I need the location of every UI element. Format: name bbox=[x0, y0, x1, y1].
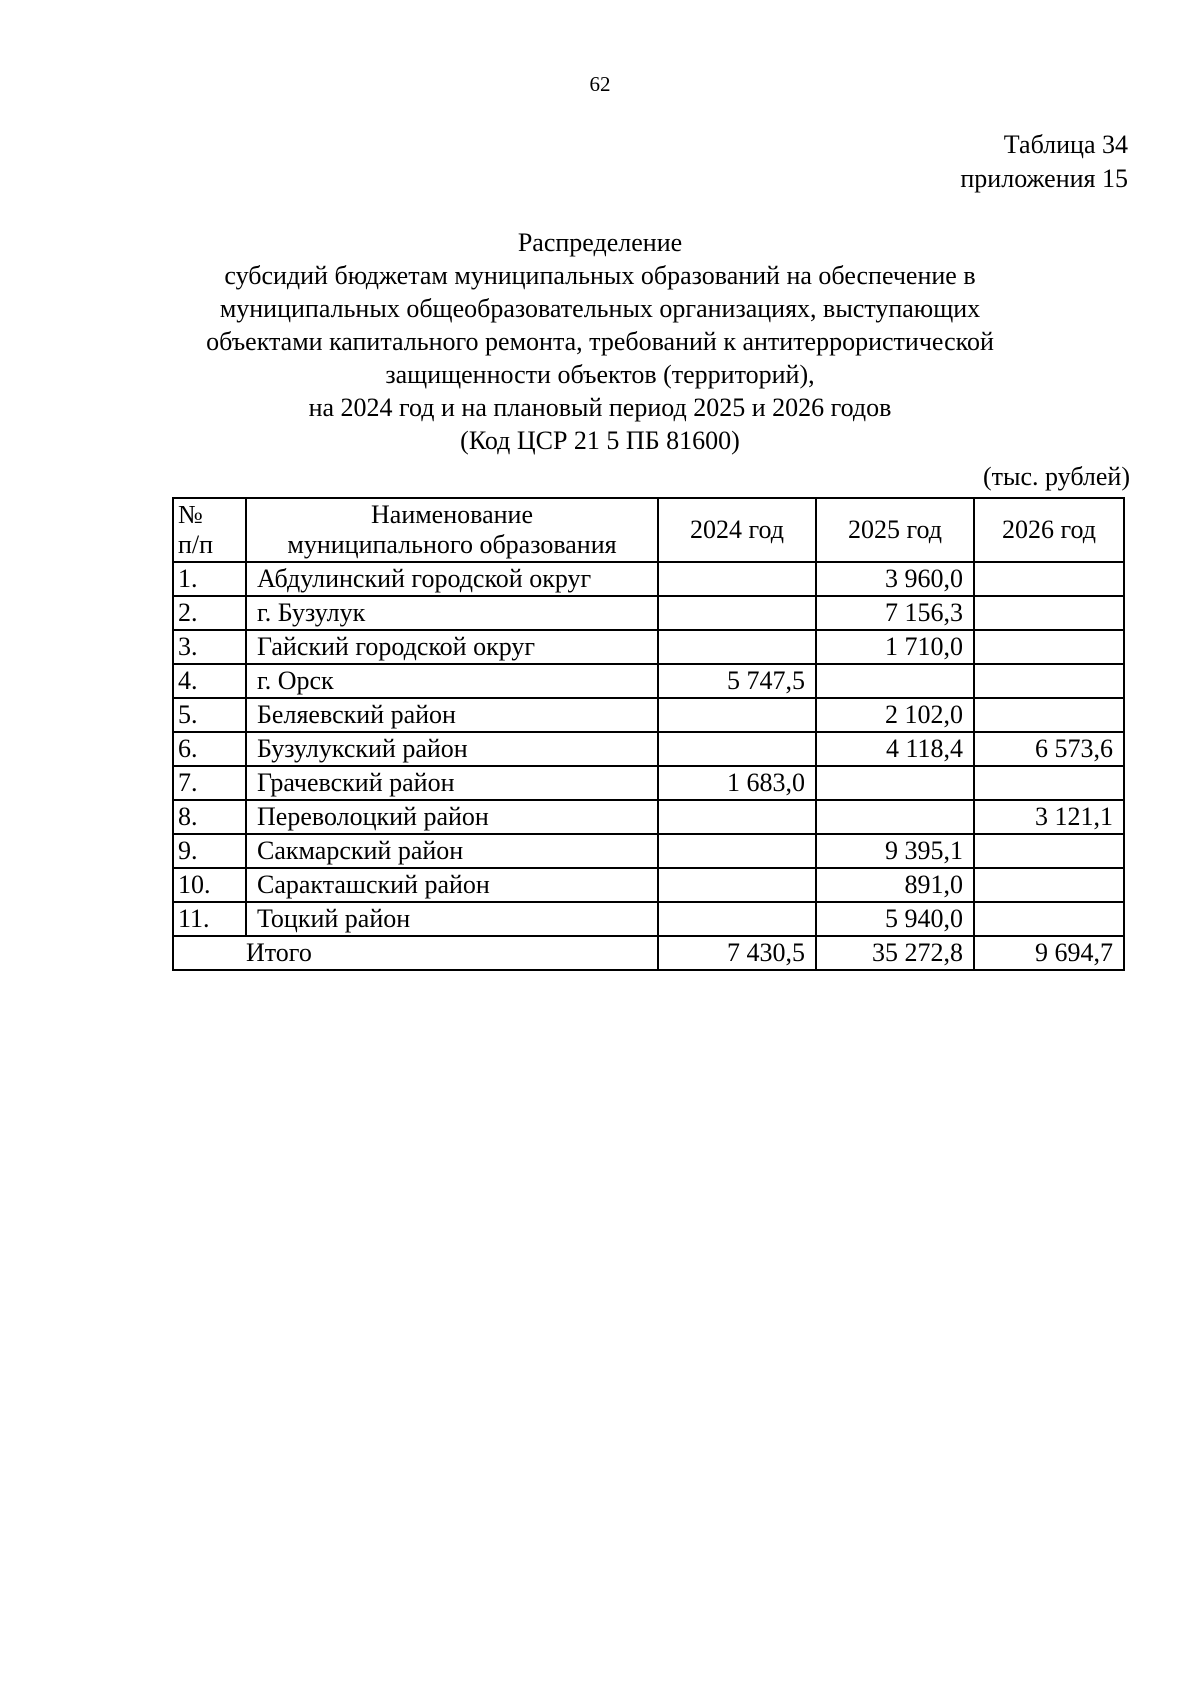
page-number: 62 bbox=[589, 72, 611, 96]
header-num-line-2: п/п bbox=[178, 530, 214, 559]
row-number: 5. bbox=[173, 698, 246, 732]
header-2026: 2026 год bbox=[974, 498, 1124, 562]
row-number: 9. bbox=[173, 834, 246, 868]
table-reference bbox=[960, 128, 1128, 196]
title-line-6: на 2024 год и на плановый период 2025 и 2026 годов bbox=[308, 393, 892, 422]
table-row bbox=[173, 562, 1124, 596]
row-municipality: Сакмарский район bbox=[246, 834, 658, 868]
row-municipality: Гайский городской округ bbox=[246, 630, 658, 664]
units-label: (тыс. рублей) bbox=[982, 462, 1130, 491]
table-header-row bbox=[173, 498, 1124, 562]
table-row bbox=[173, 834, 1124, 868]
header-name bbox=[246, 498, 658, 562]
row-number: 6. bbox=[173, 732, 246, 766]
title-line-3: муниципальных общеобразовательных организациях, выступающих bbox=[219, 294, 981, 323]
distribution-table bbox=[172, 497, 1125, 971]
total-2024: 7 430,5 bbox=[658, 936, 816, 970]
row-municipality: Тоцкий район bbox=[246, 902, 658, 936]
row-value-2025 bbox=[816, 766, 974, 800]
row-value-2025 bbox=[816, 664, 974, 698]
header-num bbox=[173, 498, 246, 562]
table-row bbox=[173, 698, 1124, 732]
row-value-2026: 6 573,6 bbox=[974, 732, 1124, 766]
row-municipality: Переволоцкий район bbox=[246, 800, 658, 834]
row-value-2025: 7 156,3 bbox=[816, 596, 974, 630]
table-row bbox=[173, 902, 1124, 936]
row-value-2026 bbox=[974, 902, 1124, 936]
row-value-2026 bbox=[974, 868, 1124, 902]
total-row bbox=[173, 936, 1124, 970]
table-ref-line-2: приложения 15 bbox=[960, 164, 1128, 193]
table-row bbox=[173, 800, 1124, 834]
row-number: 7. bbox=[173, 766, 246, 800]
row-value-2024 bbox=[658, 732, 816, 766]
title-line-1: Распределение bbox=[517, 228, 683, 257]
header-2025: 2025 год bbox=[816, 498, 974, 562]
header-name-line-1: Наименование bbox=[371, 500, 533, 529]
row-municipality: г. Орск bbox=[246, 664, 658, 698]
row-municipality: Саракташский район bbox=[246, 868, 658, 902]
title-line-7: (Код ЦСР 21 5 ПБ 81600) bbox=[460, 426, 740, 455]
total-label: Итого bbox=[173, 936, 658, 970]
row-value-2024 bbox=[658, 562, 816, 596]
table-row bbox=[173, 596, 1124, 630]
row-value-2026 bbox=[974, 664, 1124, 698]
row-number: 8. bbox=[173, 800, 246, 834]
row-value-2024 bbox=[658, 630, 816, 664]
row-value-2024 bbox=[658, 698, 816, 732]
row-value-2026 bbox=[974, 698, 1124, 732]
row-value-2026: 3 121,1 bbox=[974, 800, 1124, 834]
table-row bbox=[173, 630, 1124, 664]
title-line-4: объектами капитального ремонта, требований к антитеррористической bbox=[206, 327, 994, 356]
table-row bbox=[173, 868, 1124, 902]
header-name-line-2: муниципального образования bbox=[287, 530, 617, 559]
row-value-2025: 4 118,4 bbox=[816, 732, 974, 766]
total-2025: 35 272,8 bbox=[816, 936, 974, 970]
row-value-2024 bbox=[658, 800, 816, 834]
row-municipality: Абдулинский городской округ bbox=[246, 562, 658, 596]
table-row bbox=[173, 766, 1124, 800]
row-number: 10. bbox=[173, 868, 246, 902]
row-municipality: Грачевский район bbox=[246, 766, 658, 800]
title-line-2: субсидий бюджетам муниципальных образований на обеспечение в bbox=[224, 261, 976, 290]
row-value-2024 bbox=[658, 834, 816, 868]
row-value-2025 bbox=[816, 800, 974, 834]
row-value-2026 bbox=[974, 834, 1124, 868]
row-value-2025: 9 395,1 bbox=[816, 834, 974, 868]
row-number: 4. bbox=[173, 664, 246, 698]
row-value-2024 bbox=[658, 902, 816, 936]
row-number: 11. bbox=[173, 902, 246, 936]
header-2024: 2024 год bbox=[658, 498, 816, 562]
row-value-2024: 5 747,5 bbox=[658, 664, 816, 698]
row-value-2024: 1 683,0 bbox=[658, 766, 816, 800]
row-value-2025: 1 710,0 bbox=[816, 630, 974, 664]
document-title bbox=[0, 226, 1200, 457]
row-number: 3. bbox=[173, 630, 246, 664]
row-value-2025: 3 960,0 bbox=[816, 562, 974, 596]
row-value-2025: 2 102,0 bbox=[816, 698, 974, 732]
table-row bbox=[173, 664, 1124, 698]
row-municipality: Беляевский район bbox=[246, 698, 658, 732]
row-municipality: г. Бузулук bbox=[246, 596, 658, 630]
row-value-2025: 891,0 bbox=[816, 868, 974, 902]
row-value-2024 bbox=[658, 868, 816, 902]
row-value-2026 bbox=[974, 562, 1124, 596]
row-number: 2. bbox=[173, 596, 246, 630]
row-value-2025: 5 940,0 bbox=[816, 902, 974, 936]
table-ref-line-1: Таблица 34 bbox=[1003, 130, 1128, 159]
table-row bbox=[173, 732, 1124, 766]
total-2026: 9 694,7 bbox=[974, 936, 1124, 970]
header-num-line-1: № bbox=[178, 500, 203, 529]
title-line-5: защищенности объектов (территорий), bbox=[385, 360, 815, 389]
row-number: 1. bbox=[173, 562, 246, 596]
row-value-2024 bbox=[658, 596, 816, 630]
row-value-2026 bbox=[974, 596, 1124, 630]
row-municipality: Бузулукский район bbox=[246, 732, 658, 766]
row-value-2026 bbox=[974, 766, 1124, 800]
row-value-2026 bbox=[974, 630, 1124, 664]
